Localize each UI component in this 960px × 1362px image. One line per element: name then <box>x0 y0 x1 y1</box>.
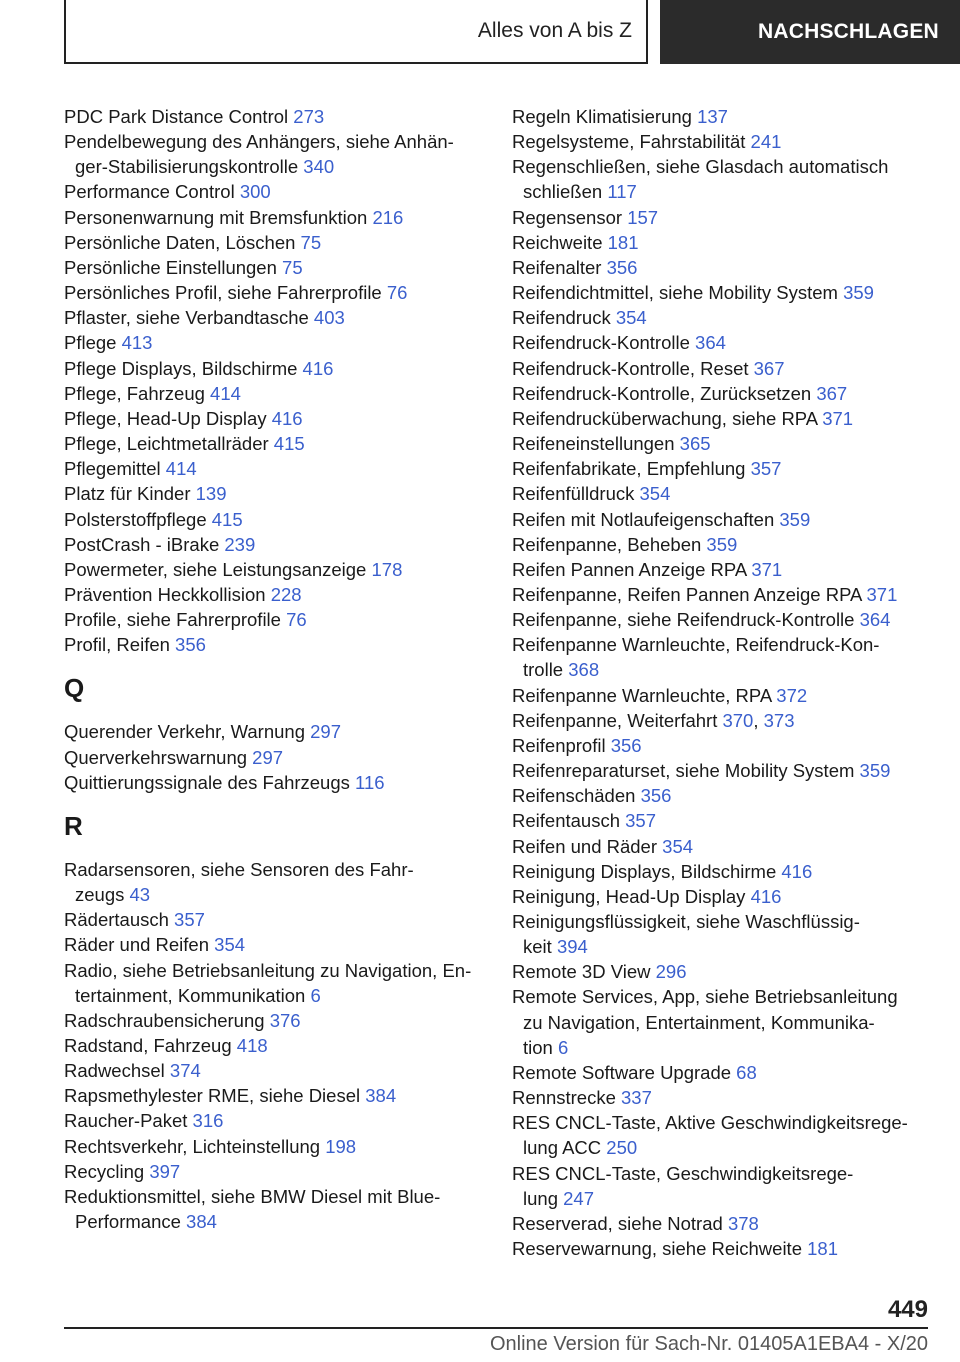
page-reference-link[interactable]: 137 <box>697 106 728 127</box>
page-reference-link[interactable]: 300 <box>239 181 271 203</box>
page-reference-link[interactable]: 403 <box>313 307 345 329</box>
index-letter-heading: R <box>64 810 83 841</box>
index-entry-term: Räder und Reifen <box>64 934 215 956</box>
index-entry <box>512 834 932 859</box>
page-reference-link[interactable]: 139 <box>195 483 227 505</box>
index-entry <box>64 632 484 657</box>
page-reference-link[interactable]: 181 <box>607 231 639 253</box>
page-reference-link[interactable]: 394 <box>556 936 588 958</box>
index-entry-term: Rennstrecke <box>512 1087 621 1109</box>
index-entry <box>512 1211 932 1236</box>
index-entry <box>512 1060 932 1085</box>
index-entry-term: Prävention Heckkollision <box>64 583 271 605</box>
page-reference-link[interactable]: 356 <box>175 634 206 656</box>
index-entry <box>64 1108 484 1133</box>
page-reference-link[interactable]: 216 <box>372 206 404 228</box>
index-entry-term: Reserverad, siehe Notrad <box>512 1212 728 1234</box>
index-entry-term: Reifen mit Notlaufeigenschaften <box>512 508 780 530</box>
index-entry-term: Performance Control <box>64 181 240 203</box>
page-reference-link[interactable]: 241 <box>750 131 782 153</box>
page-reference-link[interactable]: 250 <box>606 1137 638 1159</box>
page-reference-link[interactable]: 297 <box>310 721 341 743</box>
index-entry <box>512 984 932 1059</box>
ref-separator: , <box>753 709 764 731</box>
page-reference-link[interactable]: 178 <box>371 558 403 580</box>
page-reference-link[interactable]: 247 <box>563 1187 594 1209</box>
chapter-label: NACHSCHLAGEN <box>758 20 939 43</box>
index-entry-term: Regeln Klimatisierung <box>512 106 698 127</box>
index-entry-term: Reifenprofil <box>512 734 611 756</box>
page-reference-link[interactable]: 378 <box>727 1212 759 1234</box>
index-entry <box>64 582 484 607</box>
page-reference-link[interactable]: 384 <box>365 1085 397 1107</box>
index-entry-term: Reifenpanne, Weiterfahrt <box>512 709 723 731</box>
index-entry-term: Reifen und Räder <box>512 835 663 857</box>
index-entry-term: Pendelbewegung des Anhängers, siehe Anhän- ger-Stabilisierungskontrolle <box>64 131 454 178</box>
page-reference-link[interactable]: 68 <box>736 1061 757 1083</box>
index-entry-term: Reinigung Displays, Bildschirme <box>512 860 782 882</box>
index-entry <box>512 205 932 230</box>
index-entry <box>64 958 484 1008</box>
page-reference-link[interactable]: 356 <box>640 785 672 807</box>
page-reference-link[interactable]: 370 <box>722 709 754 731</box>
index-entry-term: Reifenfülldruck <box>512 483 640 505</box>
index-entry-term: Reifendruck-Kontrolle <box>512 332 696 354</box>
page-reference-link[interactable]: 415 <box>273 433 305 455</box>
index-entry-term: Querverkehrswarnung <box>64 746 253 768</box>
index-entry-term: Pflege <box>64 332 122 354</box>
page-reference-link[interactable]: 413 <box>121 332 153 354</box>
page-reference-link[interactable]: 372 <box>776 684 808 706</box>
index-entry-term: Reinigungsflüssigkeit, siehe Waschflüssig- keit <box>512 911 860 958</box>
index-entry <box>512 758 932 783</box>
index-entry <box>512 305 932 330</box>
index-entry-term: RES CNCL-Taste, Geschwindigkeitsrege- lung <box>512 1162 854 1209</box>
index-entry-term: Reifentausch <box>512 810 626 832</box>
index-entry <box>512 406 932 431</box>
page-reference-link[interactable]: 368 <box>568 659 600 681</box>
index-entry-term: Regensensor <box>512 206 628 228</box>
index-entry-term: RES CNCL-Taste, Aktive Geschwindigkeitsrege- lung ACC <box>512 1112 908 1159</box>
index-column-right <box>512 104 932 1261</box>
page-reference-link[interactable]: 198 <box>325 1135 357 1157</box>
index-entry-term: Reifenpanne Warnleuchte, Reifendruck-Kon- trolle <box>512 634 880 681</box>
page-reference-link[interactable]: 117 <box>607 181 637 203</box>
index-entry <box>64 481 484 506</box>
index-entry <box>64 1159 484 1184</box>
index-entry-term: Reifenreparaturset, siehe Mobility System <box>512 760 860 782</box>
page-reference-link[interactable]: 365 <box>679 433 711 455</box>
index-entry-term: Querender Verkehr, Warnung <box>64 721 311 743</box>
index-entry-term: Rapsmethylester RME, siehe Diesel <box>64 1085 366 1107</box>
index-entry <box>64 205 484 230</box>
page-reference-link[interactable]: 364 <box>695 332 726 354</box>
index-entry <box>64 1184 484 1234</box>
index-entry-term: Pflege, Head-Up Display <box>64 407 272 429</box>
index-entry <box>512 1161 932 1211</box>
index-entry <box>64 255 484 280</box>
index-entry <box>512 733 932 758</box>
index-entry <box>512 532 932 557</box>
index-entry-term: Personenwarnung mit Bremsfunktion <box>64 206 373 228</box>
page-reference-link[interactable]: 43 <box>129 884 151 906</box>
page-reference-link[interactable]: 414 <box>210 382 241 404</box>
index-entry-term: Radstand, Fahrzeug <box>64 1035 237 1056</box>
index-entry <box>64 719 484 744</box>
index-entry <box>512 507 932 532</box>
page-reference-link[interactable]: 364 <box>859 609 891 631</box>
index-entry <box>64 770 484 795</box>
page-reference-link[interactable]: 356 <box>610 734 642 756</box>
index-entry <box>512 255 932 280</box>
index-entry <box>512 582 932 607</box>
page-reference-link[interactable]: 367 <box>816 382 848 404</box>
index-entry <box>64 381 484 406</box>
page-reference-link[interactable]: 296 <box>655 961 687 983</box>
index-entry <box>512 884 932 909</box>
section-tab <box>64 0 648 64</box>
index-entry-term: Reifendichtmittel, siehe Mobility System <box>512 282 844 304</box>
index-entry <box>512 557 932 582</box>
index-entry <box>64 129 484 179</box>
index-entry-term: Reservewarnung, siehe Reichweite <box>512 1238 808 1260</box>
index-entry-term: Profile, siehe Fahrerprofile <box>64 609 287 631</box>
index-entry-term: Pflegemittel <box>64 458 166 480</box>
index-entry-term: PostCrash - iBrake <box>64 533 225 555</box>
page-reference-link[interactable]: 418 <box>236 1035 268 1056</box>
index-entry-term: Quittierungssignale des Fahrzeugs <box>64 771 356 793</box>
index-entry <box>64 532 484 557</box>
index-entry <box>64 907 484 932</box>
index-entry <box>512 481 932 506</box>
index-entry-term: Polsterstoffpflege <box>64 508 212 530</box>
index-entry-term: Remote Services, App, siehe Betriebsanleitung zu Navigation, Entertainment, Kommunika- tion <box>512 986 898 1058</box>
index-entry-term: Reifendruck <box>512 307 616 329</box>
index-entry <box>64 1008 484 1033</box>
index-entry <box>64 104 484 129</box>
page-reference-link[interactable]: 157 <box>627 206 659 228</box>
index-entry <box>64 330 484 355</box>
page-reference-link[interactable]: 371 <box>751 558 783 580</box>
page-reference-link[interactable]: 416 <box>302 357 334 379</box>
index-entry <box>512 859 932 884</box>
index-entry <box>512 607 932 632</box>
index-entry <box>512 129 932 154</box>
index-entry-term: Reifenfabrikate, Empfehlung <box>512 458 751 480</box>
index-entry-term: Reifeneinstellungen <box>512 433 680 455</box>
index-entry <box>512 909 932 959</box>
index-entry <box>512 230 932 255</box>
page-reference-link[interactable]: 416 <box>781 860 813 882</box>
page-reference-link[interactable]: 6 <box>557 1036 569 1058</box>
index-entry <box>512 783 932 808</box>
index-entry-term: Persönliche Daten, Löschen <box>64 231 301 253</box>
index-entry-term: Radwechsel <box>64 1060 170 1082</box>
index-entry-term: Reifenschäden <box>512 785 641 807</box>
index-entry <box>64 1134 484 1159</box>
page-reference-link[interactable]: 359 <box>843 282 874 304</box>
index-entry-term: Rechtsverkehr, Lichteinstellung <box>64 1135 326 1157</box>
page-reference-link[interactable]: 337 <box>621 1087 652 1109</box>
index-entry-term: Reifenpanne Warnleuchte, RPA <box>512 684 777 706</box>
index-entry <box>64 857 484 907</box>
page-reference-link[interactable]: 376 <box>269 1009 301 1031</box>
index-entry-term: Radarsensoren, siehe Sensoren des Fahr- zeugs <box>64 858 414 906</box>
index-entry-term: Remote 3D View <box>512 961 656 983</box>
index-entry <box>512 356 932 381</box>
index-entry <box>512 1110 932 1160</box>
index-entry-term: PDC Park Distance Control <box>64 106 294 127</box>
index-entry <box>64 230 484 255</box>
page-reference-link[interactable]: 75 <box>282 256 303 278</box>
index-entry-term: Reifendruck-Kontrolle, Zurücksetzen <box>512 382 817 404</box>
index-entry <box>64 1083 484 1108</box>
page-reference-link[interactable]: 354 <box>662 835 694 857</box>
index-entry-term: Powermeter, siehe Leistungsanzeige <box>64 558 372 580</box>
index-entry-term: Persönliche Einstellungen <box>64 256 283 278</box>
index-entry-term: Radio, siehe Betriebsanleitung zu Navigation, En- tertainment, Kommunikation <box>64 959 472 1006</box>
index-entry <box>64 932 484 957</box>
index-entry-term: Regelsysteme, Fahrstabilität <box>512 131 751 153</box>
index-entry-term: Rädertausch <box>64 909 175 931</box>
index-entry-term: Pflege, Leichtmetallräder <box>64 433 274 455</box>
page-reference-link[interactable]: 354 <box>615 307 647 329</box>
page-reference-link[interactable]: 359 <box>859 760 891 782</box>
index-entry-term: Pflege Displays, Bildschirme <box>64 357 303 379</box>
page-reference-link[interactable]: 359 <box>779 508 811 530</box>
index-entry-term: Regenschließen, siehe Glasdach automatisch schließen <box>512 156 889 203</box>
index-entry-term: Pflaster, siehe Verbandtasche <box>64 307 314 329</box>
index-entry <box>512 808 932 833</box>
page-reference-link[interactable]: 373 <box>763 709 795 731</box>
index-entry <box>512 632 932 682</box>
page-reference-link[interactable]: 357 <box>174 909 205 931</box>
index-entry-term: Platz für Kinder <box>64 483 196 505</box>
page-reference-link[interactable]: 181 <box>807 1238 838 1260</box>
page-reference-link[interactable]: 367 <box>753 357 785 379</box>
page-reference-link[interactable]: 354 <box>639 483 671 505</box>
index-entry-term: Reifendrucküberwachung, siehe RPA <box>512 407 823 429</box>
index-entry <box>512 683 932 708</box>
index-entry-term: Reifenpanne, Beheben <box>512 533 707 555</box>
index-entry <box>512 431 932 456</box>
index-entry-term: Reduktionsmittel, siehe BMW Diesel mit Blue- Performance <box>64 1185 441 1233</box>
index-entry <box>512 104 932 129</box>
footer-divider <box>64 1327 928 1329</box>
index-entry-term: Reifenpanne, Reifen Pannen Anzeige RPA <box>512 583 867 605</box>
page-reference-link[interactable]: 6 <box>310 984 321 1006</box>
index-letter-heading: Q <box>64 673 85 704</box>
page-reference-link[interactable]: 297 <box>252 746 284 768</box>
page-reference-link[interactable]: 357 <box>625 810 656 832</box>
index-entry-term: Reifenpanne, siehe Reifendruck-Kontrolle <box>512 609 860 631</box>
index-entry <box>64 280 484 305</box>
index-entry <box>512 1236 932 1261</box>
page-reference-link[interactable]: 116 <box>355 771 385 793</box>
page-reference-link[interactable]: 228 <box>270 583 302 605</box>
chapter-tab <box>660 0 960 64</box>
index-entry <box>512 154 932 204</box>
index-entry <box>64 507 484 532</box>
page-reference-link[interactable]: 397 <box>149 1160 181 1182</box>
page-reference-link[interactable]: 384 <box>186 1211 217 1233</box>
page-reference-link[interactable]: 356 <box>606 256 638 278</box>
page-reference-link[interactable]: 359 <box>706 533 738 555</box>
page-reference-link[interactable]: 76 <box>286 609 307 631</box>
page-reference-link[interactable]: 354 <box>214 934 246 956</box>
index-entry <box>64 745 484 770</box>
page-reference-link[interactable]: 371 <box>866 583 898 605</box>
page-reference-link[interactable]: 316 <box>192 1110 224 1132</box>
index-entry-term: Remote Software Upgrade <box>512 1061 737 1083</box>
page-reference-link[interactable]: 273 <box>293 106 325 127</box>
index-entry <box>512 280 932 305</box>
index-entry-term: Raucher-Paket <box>64 1110 193 1132</box>
index-entry <box>512 456 932 481</box>
page-reference-link[interactable]: 357 <box>750 458 782 480</box>
index-entry <box>64 179 484 204</box>
index-entry <box>64 305 484 330</box>
index-entry-term: Reinigung, Head-Up Display <box>512 885 751 907</box>
page-reference-link[interactable]: 75 <box>300 231 322 253</box>
page-reference-link[interactable]: 416 <box>750 885 782 907</box>
index-entry <box>512 959 932 984</box>
page-reference-link[interactable]: 415 <box>211 508 243 530</box>
index-entry-term: Profil, Reifen <box>64 634 176 656</box>
index-entry <box>64 456 484 481</box>
index-entry <box>512 708 932 733</box>
page-reference-link[interactable]: 76 <box>386 282 408 304</box>
index-entry-term: Reifen Pannen Anzeige RPA <box>512 558 752 580</box>
page-reference-link[interactable]: 340 <box>303 156 335 178</box>
page-number: 449 <box>887 1296 928 1323</box>
index-column-left <box>64 104 484 1234</box>
index-entry <box>512 330 932 355</box>
index-entry <box>64 1058 484 1083</box>
index-entry <box>512 381 932 406</box>
index-entry-term: Reifenalter <box>512 256 607 278</box>
footer-online-version: Online Version für Sach-Nr. 01405A1EBA4 - X/20 <box>489 1333 928 1355</box>
index-entry-term: Recycling <box>64 1160 150 1182</box>
index-entry-term: Reichweite <box>512 231 608 253</box>
index-entry <box>64 356 484 381</box>
index-entry-term: Pflege, Fahrzeug <box>64 382 211 404</box>
index-entry-term: Radschraubensicherung <box>64 1009 270 1031</box>
index-entry <box>64 431 484 456</box>
index-entry <box>512 1085 932 1110</box>
page-reference-link[interactable]: 239 <box>224 533 256 555</box>
index-entry <box>64 1033 484 1058</box>
index-entry <box>64 406 484 431</box>
index-entry <box>64 607 484 632</box>
index-entry-term: Reifendruck-Kontrolle, Reset <box>512 357 754 379</box>
page-reference-link[interactable]: 371 <box>822 407 854 429</box>
page-reference-link[interactable]: 416 <box>271 407 303 429</box>
page-reference-link[interactable]: 374 <box>169 1060 201 1082</box>
section-label: Alles von A bis Z <box>477 19 632 42</box>
page-reference-link[interactable]: 414 <box>165 458 197 480</box>
index-entry <box>64 557 484 582</box>
index-entry-term: Persönliches Profil, siehe Fahrerprofile <box>64 282 387 304</box>
